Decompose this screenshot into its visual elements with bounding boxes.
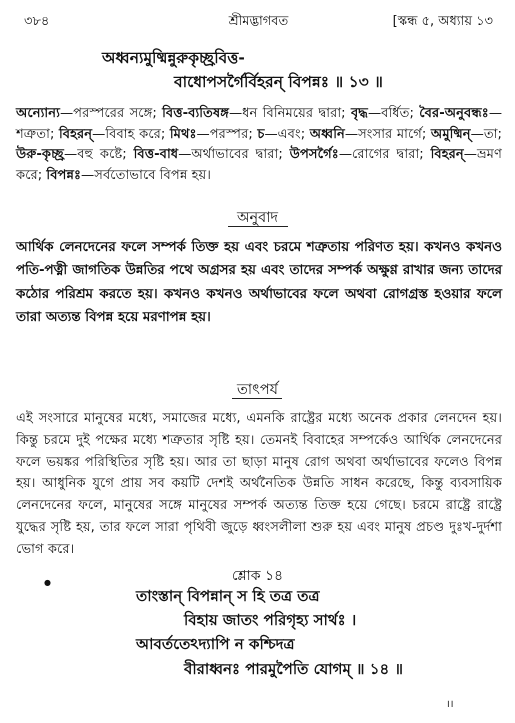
word-meaning: —বিবাহ করে; — [92, 126, 170, 142]
translation-heading-underline — [228, 226, 288, 227]
stray-dot: ● — [44, 578, 51, 587]
book-title: শ্রীমদ্ভাগবত — [228, 14, 289, 29]
translation-heading: অনুবাদ — [236, 210, 279, 226]
word-term: বিহরন্ — [430, 147, 464, 163]
word-meaning: —শত্রুতা; — [16, 106, 502, 142]
word-term: বিত্ত-বাধ — [133, 147, 179, 163]
word-term: চ — [257, 126, 265, 142]
word-meaning: —অর্থাভাবের দ্বারা; — [178, 147, 290, 163]
purport-text: এই সংসারে মানুষের মধ্যে, সমাজের মধ্যে, এমনকি রাষ্ট্রের মধ্যে অনেক প্রকার লেনদেন হয়। কিন্তু চরমে দুই পক্ষের মধ্যে শত্রুতার সৃষ্টি হয়। তেমনই বিবাহের সম্পর্কেও আর্থিক লেনদেনের ফলে ভয়ঙ্কর পরিস্থিতির সৃষ্টি হয়। আর তা ছাড়া মানুষ রোগ অথবা অর্থাভাবের ফলেও বিপন্ন হয়। আধুনিক যুগে প্রায় সব কয়টি দেশই অর্থনৈতিক উন্নতি সাধন করেছে, কিন্তু ব্যবসায়িক লেনদেনের ফলে, মানুষের সঙ্গে মানুষের সম্পর্ক অত্যন্ত তিক্ত হয়ে গেছে। চরমে রাষ্ট্রে রাষ্ট্রে যুদ্ধের সৃষ্টি হয়, তার ফলে সারা পৃথিবী জুড়ে ধ্বংসলীলা শুরু হয় এবং মানুষ প্রচণ্ড দুঃখ-দুর্দশা ভোগ করে। — [16, 411, 502, 557]
word-meaning: —পরস্পর; — [196, 126, 258, 142]
verse-line-1: অধ্বন্যমুষ্মিন্নুরুকৃচ্ছ্রবিত্ত- — [102, 49, 245, 67]
word-meaning: —এবং; — [264, 126, 310, 142]
word-meaning: —পরস্পরের সঙ্গে; — [59, 106, 163, 121]
word-term: উপসর্গৈঃ — [289, 147, 339, 163]
word-term: বিহরন্ — [58, 126, 93, 142]
purport-heading: তাৎপর্য — [236, 382, 279, 398]
word-term: বৃদ্ধ — [350, 106, 368, 121]
chapter-reference: [স্কন্ধ ৫, অধ্যায় ১৩ — [392, 14, 493, 29]
footer-mark: ।। — [446, 699, 454, 710]
verse-line-2: বাধোপসর্গৈর্বিহরন্ বিপন্নঃ ॥ ১৩ ॥ — [174, 73, 383, 91]
word-for-word-meanings — [16, 104, 502, 187]
word-term: উরু-কৃচ্ছ্র — [16, 147, 64, 163]
word-meaning: —বহু কষ্টে; — [64, 147, 134, 163]
next-verse-line-4: বীরাধ্বনঃ পারমুপৈতি যোগম্ ॥ ১৪ ॥ — [184, 660, 403, 678]
word-meaning: —ধন বিনিময়ের দ্বারা; — [228, 106, 351, 121]
translation-text: আর্থিক লেনদেনের ফলে সম্পর্ক তিক্ত হয় এবং চরমে শত্রুতায় পরিণত হয়। কখনও কখনও পতি-পত্নী জাগতিক উন্নতির পথে অগ্রসর হয় এবং তাদের সম্পর্ক অক্ষুণ্ণ রাখার জন্য তাদের কঠোর পরিশ্রম করতে হয়। কখনও কখনও অর্থাভাবের ফলে অথবা রোগগ্রস্ত হওয়ার ফলে তারা অত্যন্ত বিপন্ন হয়ে মরণাপন্ন হয়। — [16, 240, 502, 326]
word-meaning: —তা; — [470, 126, 502, 142]
purport-heading-underline — [232, 398, 282, 399]
word-meaning: —বর্ধিত; — [367, 106, 420, 121]
word-meaning: —সর্বতোভাবে বিপন্ন হয়। — [81, 168, 211, 184]
word-term: অমুষ্মিন্ — [430, 126, 471, 142]
word-meaning: —রোগের দ্বারা; — [338, 147, 431, 163]
next-verse-line-2: বিহায় জাতং পরিগৃহ্য সার্থঃ । — [184, 611, 357, 629]
word-meaning: —সংসার মার্গে; — [344, 126, 431, 142]
next-verse-label: শ্লোক ১৪ — [231, 568, 284, 584]
running-header — [24, 12, 493, 30]
word-term: বিত্ত-ব্যতিষঙ্গ — [162, 106, 229, 121]
word-meaning: —ভ্রমণ করে; — [16, 147, 502, 184]
next-verse-line-3: আবর্ততেঽদ্যাপি ন কশ্চিদত্র — [136, 635, 295, 653]
word-term: বৈর-অনুবন্ধঃ — [419, 106, 489, 121]
word-term: অধ্বনি — [309, 126, 345, 142]
page-number: ৩৮৪ — [24, 14, 50, 29]
next-verse-line-1: তাংস্তান্ বিপন্নান্ স হি তত্র তত্র — [136, 587, 320, 605]
word-term: মিথঃ — [169, 126, 197, 142]
word-term: অন্যোন্য — [16, 106, 60, 121]
word-term: বিপন্নঃ — [46, 168, 82, 184]
